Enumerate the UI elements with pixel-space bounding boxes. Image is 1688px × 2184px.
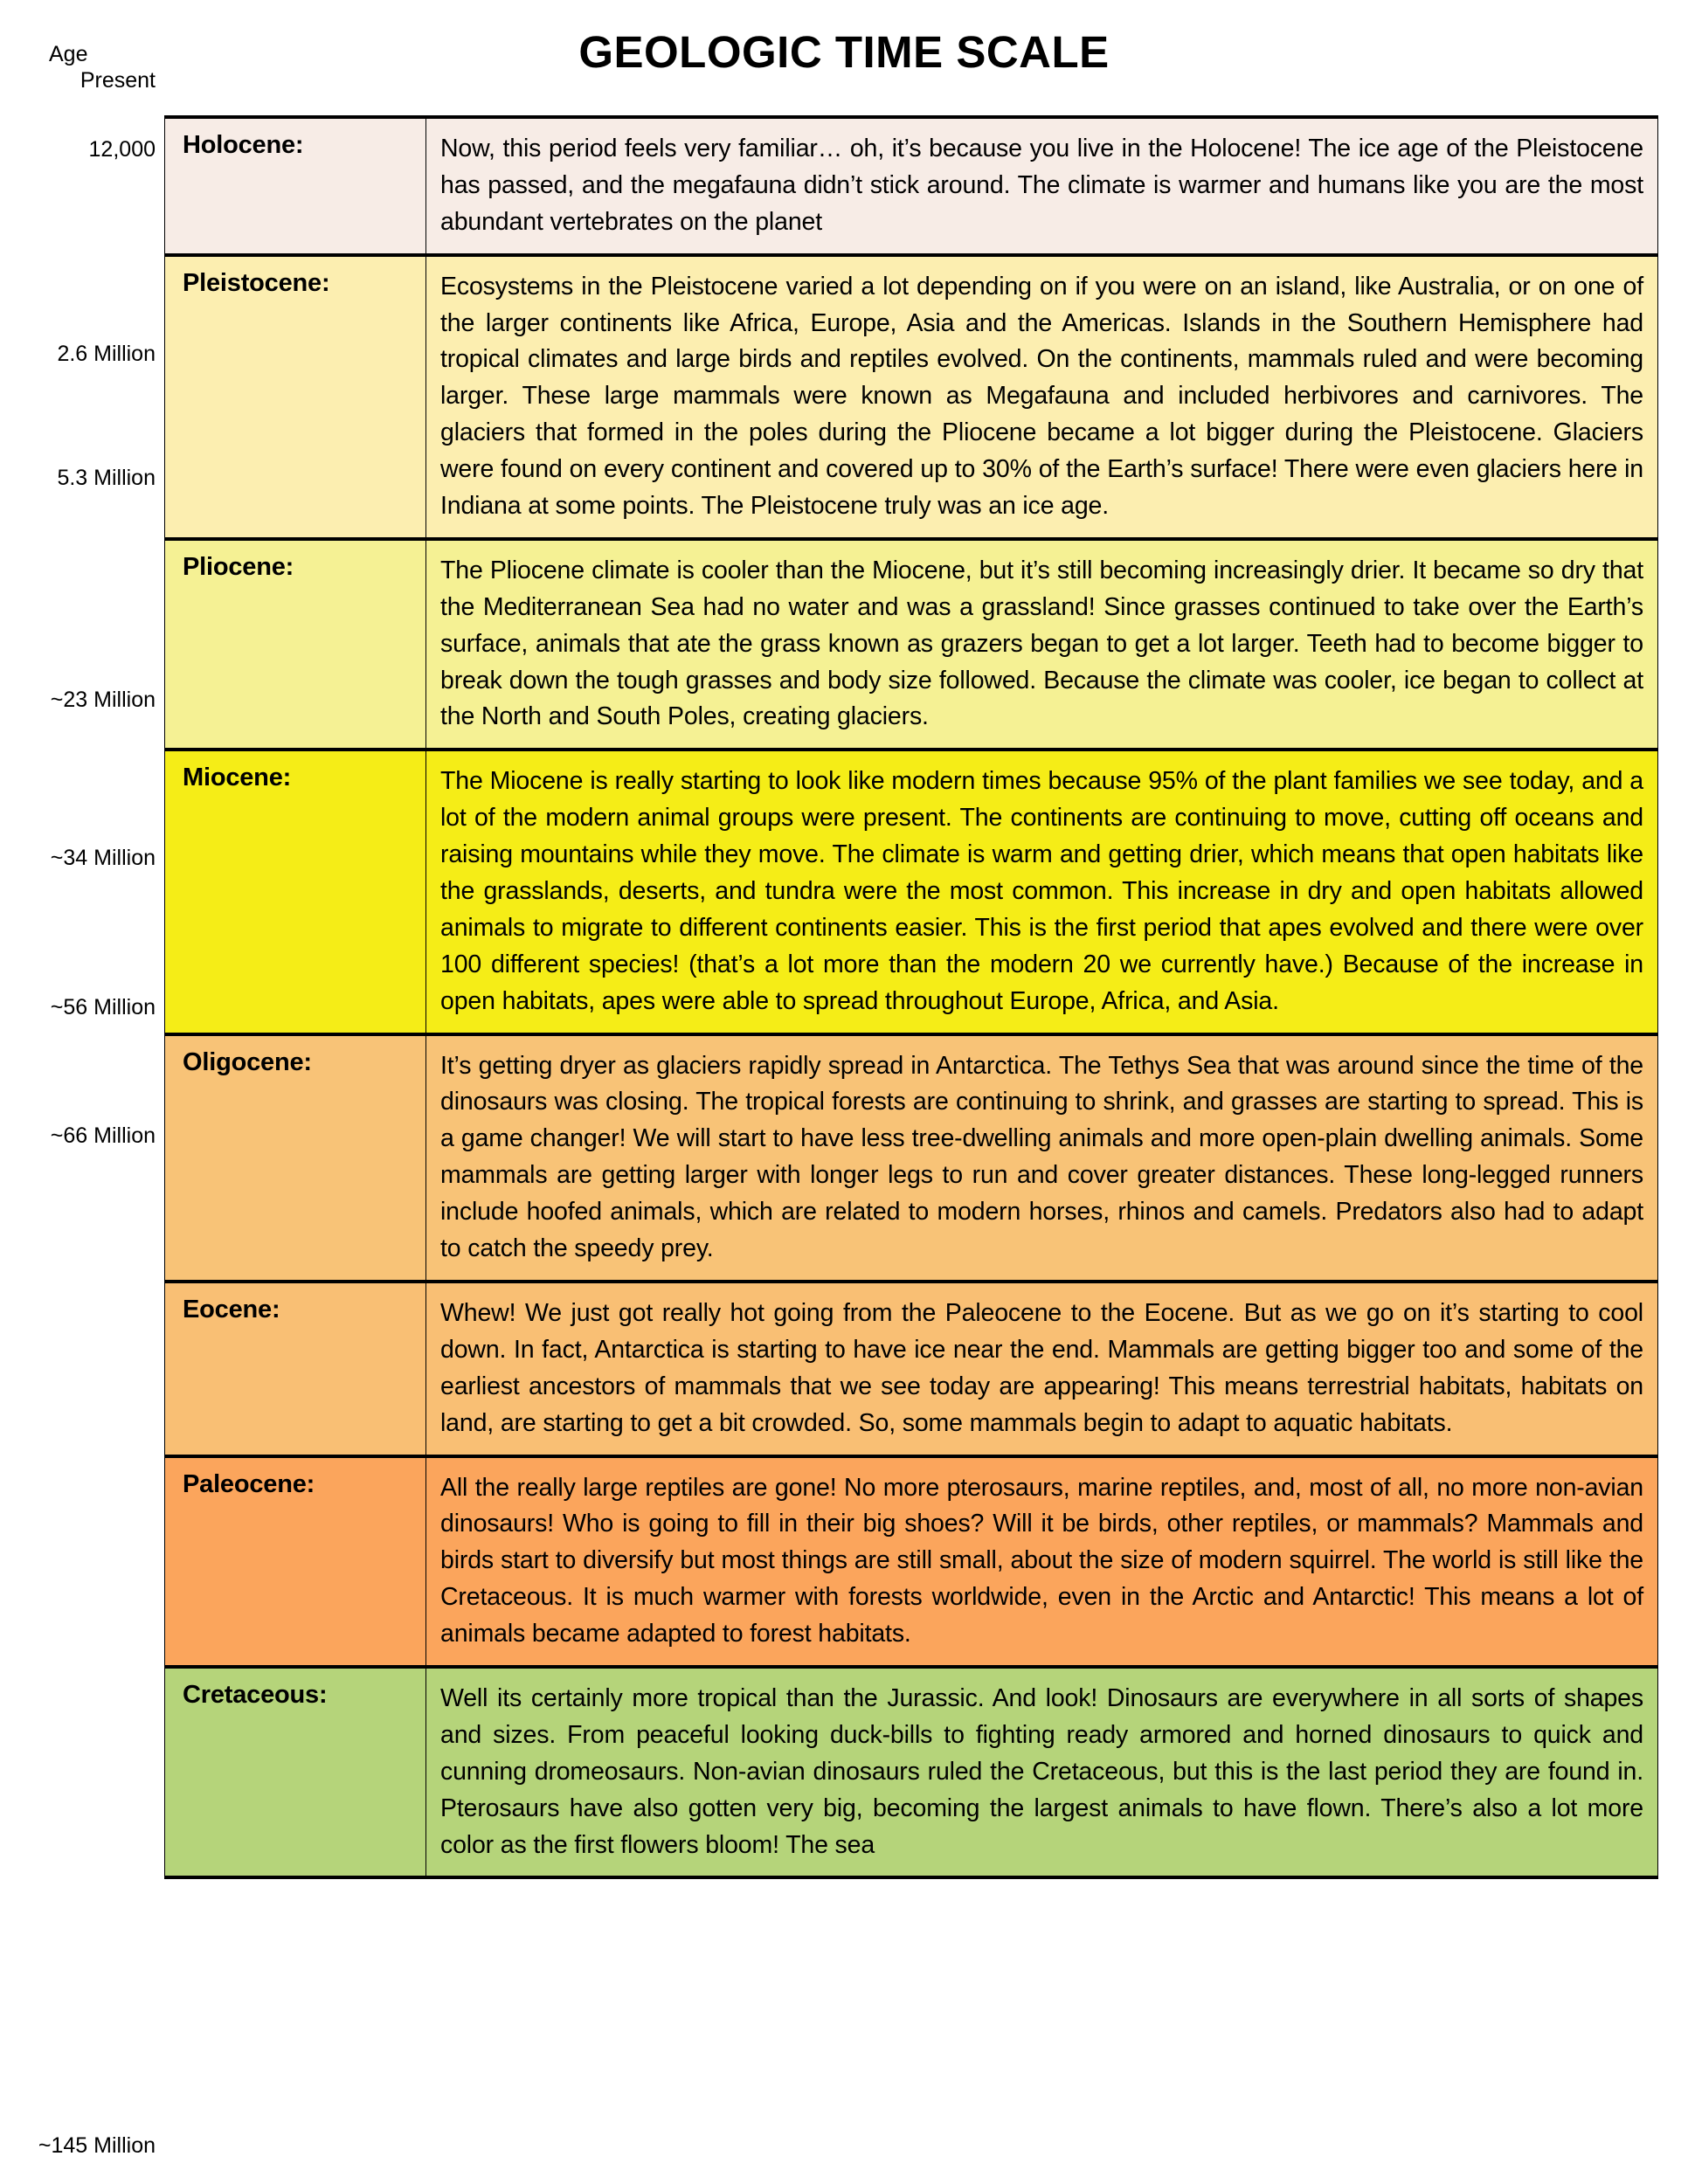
age-axis-header: Age xyxy=(49,42,88,66)
epoch-description-cell: The Miocene is really starting to look like modern times because 95% of the plant families we see today, and a lot of the modern animal groups were present. The continents are continuing to move, cutting off oceans and raising mountains while they move. The climate is warm and getting drier, which means that open habitats like the grasslands, deserts, and tundra were the most common. This increase in dry and open habitats allowed animals to migrate to different continents easier. This is the first period that apes evolved and there were over 100 different species! (that’s a lot more than the modern 20 we currently have.) Because of the increase in open habitats, apes were able to spread throughout Europe, Africa, and Asia. xyxy=(426,750,1658,1033)
epoch-name-cell: Cretaceous: xyxy=(165,1667,426,1877)
table-row xyxy=(165,255,1658,539)
age-tick-label: 12,000 xyxy=(88,137,156,162)
epoch-description-cell: Whew! We just got really hot going from the Paleocene to the Eocene. But as we go on it’s starting to cool down. In fact, Antarctica is starting to have ice near the end. Mammals are getting bigger too and some of the earliest ancestors of mammals that we see today are appearing! This means terrestrial habitats, habitats on land, are starting to get a bit crowded. So, some mammals begin to adapt to aquatic habitats. xyxy=(426,1282,1658,1456)
epoch-description-cell: The Pliocene climate is cooler than the Miocene, but it’s still becoming increasingly drier. It became so dry that the Mediterranean Sea had no water and was a grassland! Since grasses continued to take over the Earth’s surface, animals that ate the grass known as grazers began to get a lot larger. Teeth had to become bigger to break down the tough grasses and body size followed. Because the climate was cooler, ice began to collect at the North and South Poles, creating glaciers. xyxy=(426,539,1658,750)
geologic-time-scale-table xyxy=(164,115,1658,1879)
age-tick-label: ~145 Million xyxy=(38,2133,156,2158)
age-tick-label: Present xyxy=(80,68,156,93)
epoch-description-cell: Well its certainly more tropical than the Jurassic. And look! Dinosaurs are everywhere in all sorts of shapes and sizes. From peaceful looking duck-bills to fighting ready armored and horned dinosaurs to quick and cunning dromeosaurs. Non-avian dinosaurs ruled the Cretaceous, but this is the last period they are found in. Pterosaurs have also gotten very big, becoming the largest animals to have flown. There’s also a lot more color as the first flowers bloom! The sea xyxy=(426,1667,1658,1877)
table-row xyxy=(165,1282,1658,1456)
table-row xyxy=(165,1667,1658,1877)
epoch-name-cell: Pliocene: xyxy=(165,539,426,750)
epoch-name-cell: Miocene: xyxy=(165,750,426,1033)
age-tick-label: 2.6 Million xyxy=(57,342,156,366)
epoch-name-cell: Pleistocene: xyxy=(165,255,426,539)
epoch-description-cell: It’s getting dryer as glaciers rapidly spread in Antarctica. The Tethys Sea that was around since the time of the dinosaurs was closing. The tropical forests are continuing to shrink, and grasses are starting to spread. This is a game changer! We will start to have less tree-dwelling animals and more open-plain dwelling animals. Some mammals are getting larger with longer legs to run and cover greater distances. These long-legged runners include hoofed animals, which are related to modern horses, rhinos and camels. Predators also had to adapt to catch the speedy prey. xyxy=(426,1034,1658,1282)
age-tick-label: ~56 Million xyxy=(50,995,156,1019)
epoch-description-cell: All the really large reptiles are gone! No more pterosaurs, marine reptiles, and, most of all, no more non-avian dinosaurs! Who is going to fill in their big shoes? Will it be birds, other reptiles, or mammals? Mammals and birds start to diversify but most things are still small, about the size of modern squirrel. The world is still like the Cretaceous. It is much warmer with forests worldwide, even in the Arctic and Antarctic! This means a lot of animals became adapted to forest habitats. xyxy=(426,1456,1658,1667)
table-row xyxy=(165,750,1658,1033)
epoch-name-cell: Paleocene: xyxy=(165,1456,426,1667)
table-row xyxy=(165,1034,1658,1282)
page-title: GEOLOGIC TIME SCALE xyxy=(578,27,1110,77)
age-tick-label: ~66 Million xyxy=(50,1123,156,1148)
table-row xyxy=(165,117,1658,255)
epoch-description-cell: Ecosystems in the Pleistocene varied a lot depending on if you were on an island, like Australia, or on one of the larger continents like Africa, Europe, Asia and the Americas. Islands in the Southern Hemisphere had tropical climates and large birds and reptiles evolved. On the continents, mammals ruled and were becoming larger. These large mammals were known as Megafauna and included herbivores and carnivores. The glaciers that formed in the poles during the Pliocene became a lot bigger during the Pleistocene. Glaciers were found on every continent and covered up to 30% of the Earth’s surface! There were even glaciers here in Indiana at some points. The Pleistocene truly was an ice age. xyxy=(426,255,1658,539)
epoch-name-cell: Holocene: xyxy=(165,117,426,255)
age-tick-label: ~34 Million xyxy=(50,846,156,870)
epoch-description-cell: Now, this period feels very familiar… oh, it’s because you live in the Holocene! The ice age of the Pleistocene has passed, and the megafauna didn’t stick around. The climate is warmer and humans like you are the most abundant vertebrates on the planet xyxy=(426,117,1658,255)
table-row xyxy=(165,539,1658,750)
age-tick-label: ~23 Million xyxy=(50,688,156,712)
table-row xyxy=(165,1456,1658,1667)
age-tick-label: 5.3 Million xyxy=(57,466,156,490)
epoch-name-cell: Eocene: xyxy=(165,1282,426,1456)
epoch-name-cell: Oligocene: xyxy=(165,1034,426,1282)
